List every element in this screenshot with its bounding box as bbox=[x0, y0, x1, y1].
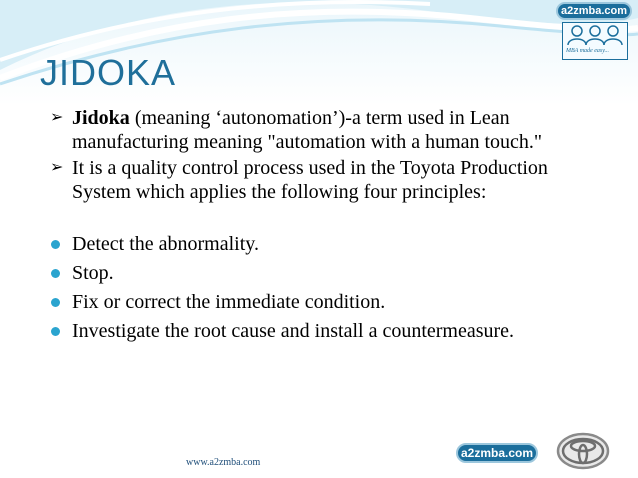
arrow-list-item bbox=[48, 106, 608, 154]
principle-item bbox=[48, 290, 608, 314]
dot-bullet-icon bbox=[51, 240, 60, 249]
arrow-list-item bbox=[48, 156, 608, 204]
dot-bullet-icon bbox=[51, 327, 60, 336]
spacer bbox=[48, 204, 608, 232]
people-icon bbox=[562, 22, 628, 60]
point-text: It is a quality control process used in the Toyota Production System which applies the following four principles: bbox=[72, 157, 548, 203]
principle-text: Detect the abnormality. bbox=[72, 233, 259, 255]
slide-title: JIDOKA bbox=[40, 52, 177, 93]
principle-item bbox=[48, 232, 608, 256]
point-bold: Jidoka bbox=[72, 107, 130, 129]
dot-bullet-icon bbox=[51, 298, 60, 307]
brand-logo[interactable] bbox=[554, 2, 636, 62]
slide-body bbox=[48, 106, 608, 348]
principle-text: Stop. bbox=[72, 262, 114, 284]
toyota-logo-icon bbox=[556, 432, 610, 470]
footer-url[interactable]: www.a2zmba.com bbox=[186, 457, 261, 468]
principle-text: Investigate the root cause and install a countermeasure. bbox=[72, 320, 515, 342]
arrow-bullet-icon: ➢ bbox=[50, 109, 64, 126]
principle-item bbox=[48, 319, 608, 343]
footer-brand-badge[interactable]: a2zmba.com bbox=[456, 443, 538, 463]
brand-tagline: MBA made easy... bbox=[566, 48, 610, 54]
dot-bullet-icon bbox=[51, 269, 60, 278]
principle-text: Fix or correct the immediate condition. bbox=[72, 291, 386, 313]
brand-logo-label: a2zmba.com bbox=[556, 2, 632, 20]
principle-item bbox=[48, 261, 608, 285]
point-text: (meaning ‘autonomation’)-a term used in Lean manufacturing meaning "automation with a human touch." bbox=[72, 107, 543, 153]
arrow-bullet-icon: ➢ bbox=[50, 159, 64, 176]
